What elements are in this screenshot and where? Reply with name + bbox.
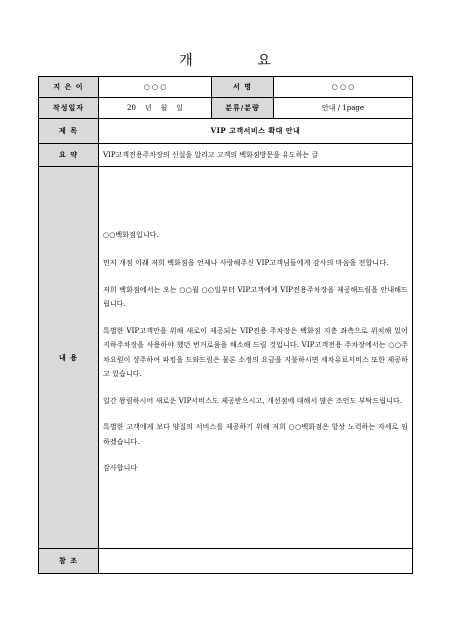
content-paragraph: 특별한 VIP고객만을 위해 새로이 제공되는 VIP전용 주차장은 백화점 지층 좌측으로 위치해 있어 지하주차장을 사용하야 했던 번거로움을 해소해 드릴 것입니다. VIP고객전용 주차장에서는 ○○주차요원이 상주하여 파킹을 도와드림은 물론 소정의 요금을 지불하시면 세차유료서비스 또한 제공하고 있습니다. [103, 326, 408, 378]
content-paragraph: 일간 왕림하시어 새로운 VIP서비스도 제공받으시고, 개선점에 대해서 많은 조언도 부탁드립니다. [103, 396, 403, 405]
category-label: 분류/분량 [212, 98, 274, 119]
subject-row [39, 119, 413, 144]
content-paragraph: 감사합니다 [103, 464, 138, 472]
content-paragraph: 먼저 개점 이래 저희 백화점을 언제나 사랑해주신 VIP고객님들에게 감사의 마음을 전합니다. [103, 259, 389, 267]
content-label: 내 용 [39, 167, 99, 549]
subject-value: VIP 고객서비스 확대 안내 [99, 119, 413, 144]
reference-row [39, 549, 413, 574]
content-paragraph: 저희 백화점에서는 오는 ○○월 ○○일부터 VIP고객에게 VIP전용주차장을 제공해드림을 안내해드립니다. [103, 285, 408, 308]
reference-value [99, 549, 413, 574]
author-label: 지 은 이 [39, 77, 99, 98]
document-title: 개 요 [179, 53, 301, 69]
reference-label: 참 조 [39, 549, 99, 574]
summary-form-table [38, 76, 413, 574]
date-value: 20 년 월 일 [99, 98, 212, 119]
summary-row [39, 144, 413, 167]
signature-label: 서 명 [212, 77, 274, 98]
author-row [39, 77, 413, 98]
subject-label: 제 목 [39, 119, 99, 144]
signature-value: ○ ○ ○ [274, 77, 413, 98]
category-value: 안내 / 1page [274, 98, 413, 119]
summary-value: VIP고객전용주차장의 신설을 알리고 고객의 백화점방문을 유도하는 글 [99, 144, 413, 167]
content-paragraph: 특별한 고객에게 보다 양질의 서비스를 제공하기 위해 저희 ○○백화점은 항상 노력하는 자세로 임하겠습니다. [103, 423, 408, 446]
date-row [39, 98, 413, 119]
author-value: ○ ○ ○ [99, 77, 212, 98]
summary-label: 요 약 [39, 144, 99, 167]
content-body [99, 167, 413, 549]
content-paragraph: ○○백화점입니다. [103, 230, 159, 239]
date-label: 작성일자 [39, 98, 99, 119]
content-row [39, 167, 413, 549]
